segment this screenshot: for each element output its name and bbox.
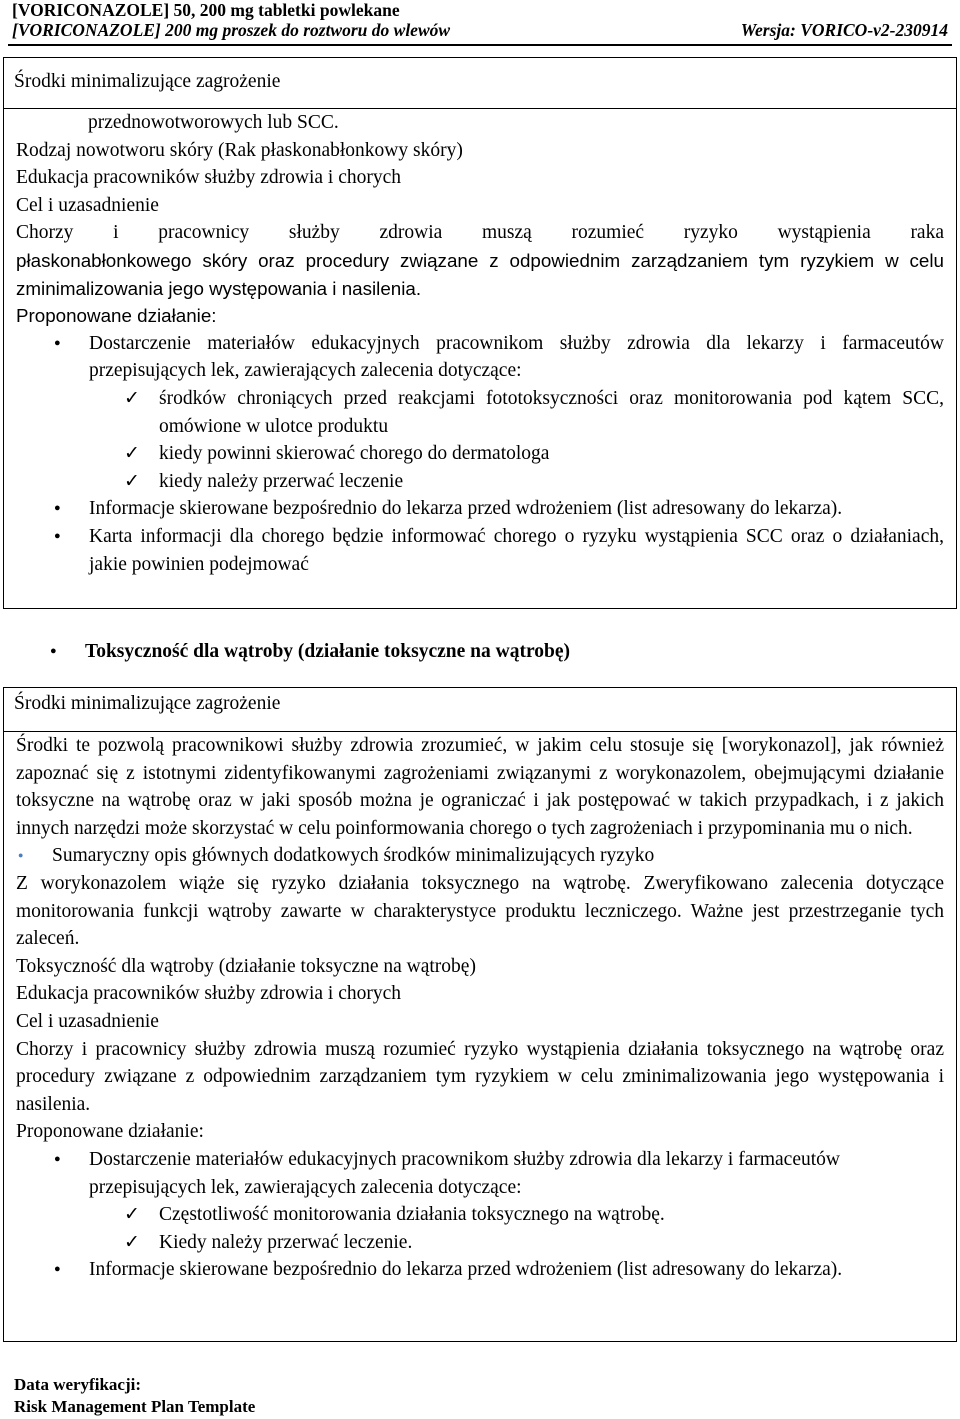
- bullet-icon: ●: [50, 645, 57, 657]
- box-header: [4, 688, 956, 732]
- bullet-materials: ● Dostarczenie materiałów edukacyjnych pracownikom służby zdrowia dla lekarzy i farmaceutów przepisujących lek, zawierających zalecenia dotyczące:: [16, 330, 944, 385]
- summary-bullet: ● Sumaryczny opis głównych dodatkowych środków minimalizujących ryzyko: [16, 842, 944, 870]
- risk-minimization-box-liver: [3, 687, 957, 1342]
- risk-type: Rodzaj nowotworu skóry (Rak płaskonabłonkowy skóry): [16, 139, 463, 161]
- header-version: Wersja: VORICO-v2-230914: [740, 20, 948, 40]
- goal-text: płaskonabłonkowego skóry oraz procedury związane z odpowiednim zarządzaniem tym ryzykiem w celu zminimalizowania jego występowania i nasilenia.: [16, 249, 944, 299]
- verification-date-label: Data weryfikacji:: [14, 1375, 141, 1394]
- proposed-action-label: Proponowane działanie:: [16, 305, 217, 327]
- box-title: Środki minimalizujące zagrożenie: [14, 71, 281, 92]
- check-item: ✓ kiedy powinni skierować chorego do dermatologa: [16, 440, 944, 468]
- checkmark-icon: ✓: [124, 386, 140, 409]
- checkmark-icon: ✓: [124, 1230, 140, 1253]
- continued-line: przednowotworowych lub SCC.: [88, 112, 339, 133]
- check-item: ✓ środków chroniących przed reakcjami fototoksyczności oraz monitorowania pod kątem SCC, omówione w ulotce produktu: [124, 386, 944, 437]
- bullet-letter: ● Informacje skierowane bezpośrednio do lekarza przed wdrożeniem (list adresowany do lekarza).: [16, 495, 944, 523]
- check-item: ✓ kiedy należy przerwać leczenie: [16, 468, 944, 496]
- goal-label: Cel i uzasadnienie: [16, 1010, 159, 1032]
- header-product-line-2: [VORICONAZOLE] 200 mg proszek do roztworu do wlewów: [12, 20, 451, 40]
- header-divider: [8, 44, 952, 46]
- checkmark-icon: ✓: [124, 442, 140, 465]
- bullet-letter: ● Informacje skierowane bezpośrednio do lekarza przed wdrożeniem (list adresowany do lekarza).: [16, 1256, 944, 1284]
- box-title: Środki minimalizujące zagrożenie: [14, 693, 281, 714]
- risk-type: Toksyczność dla wątroby (działanie toksyczne na wątrobę): [16, 955, 476, 977]
- template-name: Risk Management Plan Template: [14, 1397, 256, 1416]
- document-footer: [14, 1374, 255, 1418]
- education-label: Edukacja pracowników służby zdrowia i chorych: [16, 167, 401, 189]
- proposed-action-label: Proponowane działanie:: [16, 1121, 204, 1143]
- summary-text: Z worykonazolem wiąże się ryzyko działania toksycznego na wątrobę. Zweryfikowano zalecenia dotyczące monitorowania funkcji wątroby zawarte w charakterystyce produktu leczniczego. Ważne jest przestrzeganie tych zaleceń.: [16, 872, 944, 950]
- checkmark-icon: ✓: [124, 1203, 140, 1226]
- intro-text: Środki te pozwolą pracownikowi służby zdrowia zrozumieć, w jakim celu stosuje się [worykonazol], jak również zapoznać się z istotnymi zidentyfikowanymi zagrożeniami związanymi z worykonazolem, obejmującymi działanie toksyczne na wątrobę oraz w jaki sposób można je ograniczać i jak postępować w takich przypadkach, i z jakich innych narzędzi może skorzystać w celu poinformowania chorego o tych zagrożeniach i przypominania mu o nich.: [16, 735, 944, 839]
- risk-minimization-box-scc: [3, 57, 957, 609]
- education-label: Edukacja pracowników służby zdrowia i chorych: [16, 983, 401, 1005]
- goal-label: Cel i uzasadnienie: [16, 194, 159, 216]
- check-item: ✓ Kiedy należy przerwać leczenie.: [16, 1229, 944, 1257]
- check-item: ✓ Częstotliwość monitorowania działania toksycznego na wątrobę.: [16, 1201, 944, 1229]
- header-product-line-1: [VORICONAZOLE] 50, 200 mg tabletki powlekane: [12, 0, 400, 20]
- bullet-materials: ● Dostarczenie materiałów edukacyjnych pracownikom służby zdrowia dla lekarzy i farmaceutów przepisujących lek, zawierających zalecenia dotyczące:: [16, 1146, 944, 1201]
- box-body: [16, 109, 944, 578]
- box-body: [16, 732, 944, 1284]
- bullet-patient-card: ● Karta informacji dla chorego będzie informować chorego o ryzyku wystąpienia SCC oraz o działaniach, jakie powinien podejmować: [16, 523, 944, 578]
- risk-heading-hepatotoxicity: ● Toksyczność dla wątroby (działanie toksyczne na wątrobę): [12, 638, 952, 668]
- goal-text: Chorzy i pracownicy służby zdrowia muszą rozumieć ryzyko wystąpienia działania toksycznego na wątrobę oraz procedury związane z odpowiednim zarządzaniem tym ryzykiem w celu zminimalizowania jego występowania i nasilenia.: [16, 1038, 944, 1115]
- goal-text-first-line: Chorzy i pracownicy służby zdrowia muszą rozumieć ryzyko wystąpienia raka: [16, 222, 944, 244]
- box-header: [4, 58, 956, 109]
- document-header: [12, 0, 948, 40]
- checkmark-icon: ✓: [124, 469, 140, 492]
